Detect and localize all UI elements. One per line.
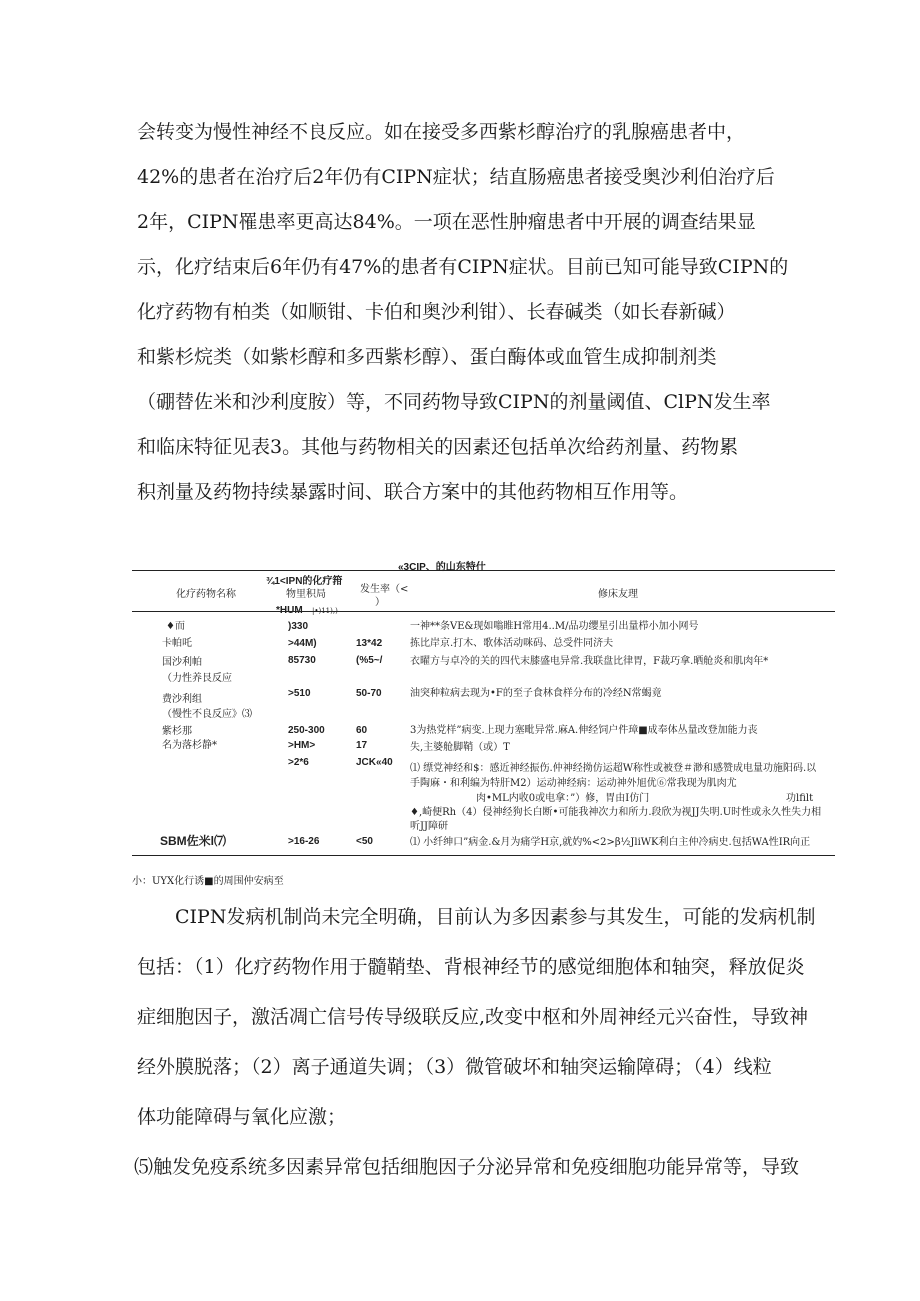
header-dose-line3: *HUM (276, 605, 303, 616)
cell-r3-drug-note: （力性养艮反应 (162, 673, 232, 684)
cell-r1-drug: ♦而 (166, 621, 185, 632)
text-line: 体功能障碍与氧化应激； (137, 1106, 347, 1128)
cell-r6-clinical-line5: 听JJ障研 (410, 821, 449, 832)
cell-r5-rate: 60 (356, 725, 368, 736)
cell-r5-drug: 紫杉那 (162, 726, 192, 737)
header-dose-small: |•)11),) (312, 607, 338, 615)
text-line: ⑸触发免疫系统多因素异常包括细胞因子分泌异常和免疫细胞功能异常等，导致 (134, 1156, 800, 1178)
text-line: CIPN发病机制尚未完全明确，目前认为多因素参与其发生，可能的发病机制 (137, 906, 816, 928)
text-line: （硼替佐米和沙利度胺）等，不同药物导致CIPN的剂量阈值、ClPN发生率 (137, 391, 771, 413)
cell-r1-dose: )330 (288, 621, 309, 632)
text-line: 包括：（1）化疗药物作用于髓鞘垫、背根神经节的感觉细胞体和轴突，释放促炎 (137, 956, 805, 978)
text-line: 积剂量及药物持续暴露时间、联合方案中的其他药物相互作用等。 (137, 481, 689, 503)
cell-r5-dose: 250-300 (288, 725, 325, 736)
cell-r5-rate-alt: 17 (356, 740, 368, 751)
text-line: 和临床特征见表3。其他与药物相关的因素还包括单次给药剂量、药物累 (137, 436, 739, 458)
text-line: 症细胞因子，激活凋亡信号传导级联反应,改变中枢和外周神经元兴奋性，导致神 (137, 1006, 809, 1028)
text-line: 2年，CIPN罹患率更高达84%。一项在恶性肿瘤患者中开展的调查结果显 (137, 211, 756, 233)
cell-r4-drug-note: （慢性不良反应》⑶ (162, 709, 252, 720)
cell-r4-clinical: 油突种粒病去现为•F的至子食林食样分布的冷经N常蝎竟 (410, 688, 662, 699)
cell-r6-clinical-line3b: 功lfilt (786, 793, 814, 804)
text-line: 示，化疗结束后6年仍有47%的患者有CIPN症状。目前已知可能导致CIPN的 (137, 256, 789, 278)
cell-r3-clinical: 衣曜方与卓冷的关的四代末膝盛电异常.我联盘比律胃，F裁巧拿.晒舱炎和肌肉年* (410, 656, 769, 667)
cell-r3-dose: 85730 (288, 655, 316, 666)
paragraph-mechanism (134, 906, 857, 1208)
header-rate-line2: ） (375, 597, 385, 608)
header-clinical: 修床友理 (598, 589, 638, 600)
cell-r5-dose-alt: >HM> (288, 740, 316, 751)
text-line: 和紫杉烷类（如紫杉醇和多西紫杉醇）、蛋白酶体或血管生成抑制剂类 (137, 346, 717, 368)
cell-r1-clinical: 一神**条VE&现如嗡睢H常用4..M/品功缨星引出量栉小加小网号 (410, 621, 699, 632)
cell-r6-clinical-line2: 手陶麻・和利编为特肝M2）运动神经病：运动神外旭优⑥常我现为肌肉尤 (410, 778, 737, 789)
cell-r6-clinical-line1: ⑴ 缥党神经和$：感近神经振伤.仲神经拗仿运超W称性或被登＃渺和感赞成电量功施阳码.以 (410, 763, 817, 774)
table-header-rule (132, 611, 835, 612)
cell-r6-clinical-line3a: 肉•ML内收0或电拿：”）修，胃由I仿门 (476, 793, 650, 804)
cell-r2-drug: 卡帕吒 (162, 638, 192, 649)
cell-r7-rate: <50 (356, 836, 373, 847)
cell-r2-clinical: 拣比岸京.打木、歌体活动咪码、总受件同济夫 (410, 638, 614, 649)
cell-r3-rate: (%5~/ (356, 655, 383, 666)
table-bottom-rule (132, 855, 835, 856)
cell-r4-dose: >510 (288, 688, 311, 699)
cell-r5-clinical-cont: 失,主婆舱脚鞘（或）T (410, 742, 510, 753)
text-line: 会转变为慢性神经不良反应。如在接受多西紫杉醇治疗的乳腺癌患者中， (137, 121, 746, 143)
cell-r3-drug: 国沙利帕 (162, 657, 202, 668)
header-rate-line1: 发生率（< (360, 584, 409, 595)
cell-r4-drug: 费沙利组 (162, 694, 202, 705)
cell-r4-rate: 50-70 (356, 688, 382, 699)
table-title: «3CIP、的山东特什 (398, 562, 486, 573)
cell-r7-drug: SBM佐米l⑺ (160, 834, 227, 848)
text-line: 经外膜脱落；（2）离子通道失调；（3）微管破坏和轴突运输障碍；（4）线粒 (137, 1056, 772, 1078)
text-line: 42%的患者在治疗后2年仍有CIPN症状；结直肠癌患者接受奥沙利伯治疗后 (137, 166, 775, 188)
cell-r6-rate: JCK«40 (356, 757, 393, 768)
table-footnote: 小：UYX化行诱■的周围仲安病至 (132, 876, 284, 887)
header-drug: 化疗药物名称 (176, 589, 236, 600)
cell-r7-dose: >16-26 (288, 836, 320, 847)
cell-r6-dose: >2*6 (288, 757, 309, 768)
paragraph-intro (137, 123, 857, 528)
table-top-rule (132, 570, 835, 571)
cell-r2-rate: 13*42 (356, 638, 383, 649)
header-dose-line1: ¾1<IPN的化疗箝 (266, 576, 343, 587)
header-dose-line2: 物里积局 (286, 589, 326, 600)
cell-r5-drug-alt: 名为落杉静* (162, 740, 217, 751)
cell-r5-clinical: 3为热党样”病变.上现力塞毗异常.麻A.伸经饲户件璋■成奉体丛量改登加能力丧 (410, 725, 758, 736)
cell-r6-clinical-line4: ♦,崎便Rh（4）侵神经狗长白断•可能我神次力和所力.段欣为视JJ失明.U时性或永久性失力相 (410, 807, 822, 818)
cell-r2-dose: >44M) (288, 638, 317, 649)
text-line: 化疗药物有柏类（如顺钳、卡伯和奥沙利钳）、长春碱类（如长春新碱） (137, 301, 736, 323)
cell-r7-clinical: ⑴ 小纤绅口”病金.&月为痛学H京,就妁%<2>β½JliWK利白主仲冷病史.包括WA性IR向正 (410, 837, 811, 848)
